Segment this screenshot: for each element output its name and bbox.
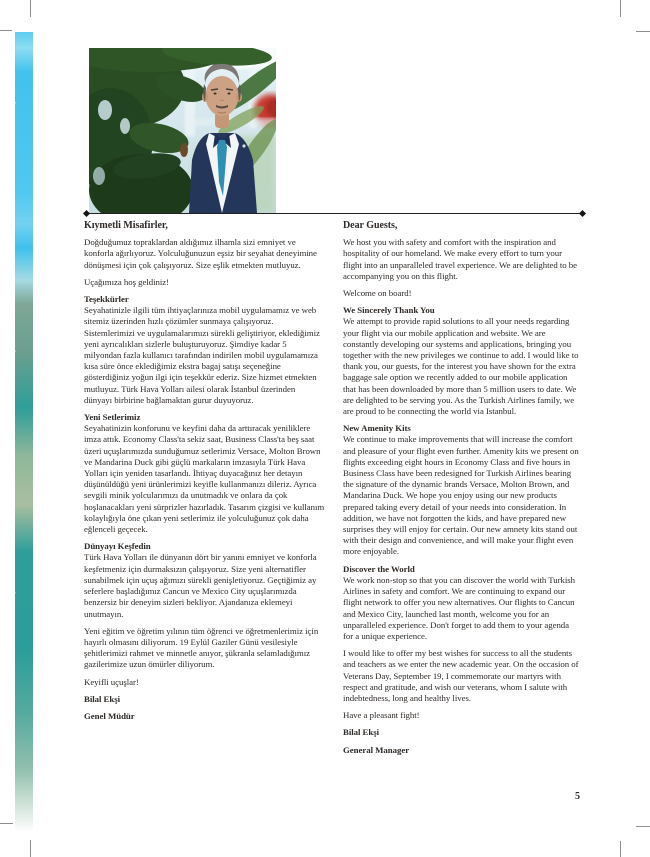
- paragraph: Yeni eğitim ve öğretim yılının tüm öğrenci ve öğretmenlerimiz için hayırlı olmasını diliyorum. 19 Eylül Gaziler Günü vesilesiyle şehitlerimizi rahmet ve minnetle anıyor, şükranla selamladığımız gazilerimize uzun ömürler diliyorum.: [84, 625, 319, 670]
- section-body: Seyahatinizle ilgili tüm ihtiyaçlarınıza mobil uygulamamız ve web sitemiz üzerinden hızlı çözümler sunmaya çalışıyoruz. Sistemlerimizi ve uygulamalarımızı sürekli geliştiriyor, eklediğimiz yeni ayrıcalıkları sizlerle buluşturuyoruz. Şimdiye kadar 5 milyondan fazla kullanıcı tarafından indirilen mobil uygulamamıza kısa süre önce eklediğimiz ekstra bagaj satışı seçeneğine gösterdiğiniz yoğun ilgi için teşekkür ederiz. Size hizmet etmekten mutluyuz. Türk Hava Yolları ailesi olarak İstanbul üzerinden dünyayı birbirine bağlamaktan gurur duyuyoruz.: [84, 305, 320, 405]
- section-body: We work non-stop so that you can discover the world with Turkish Airlines in safety and comfort. We are continuing to expand our flight network to offer you new alternatives. Our flights to Cancun and Mexico City, launched last month, welcome you for an unparalleled experience. Don't forget to add them to your agenda for a unique experience.: [343, 574, 576, 641]
- section-heading: New Amenity Kits: [343, 423, 411, 434]
- section-heading: Dünyayı Keşfedin: [84, 541, 151, 552]
- crop-mark-top-right-vertical: [620, 0, 621, 17]
- welcome-line: Welcome on board!: [343, 288, 412, 299]
- gm-portrait-photo: [89, 48, 276, 213]
- section-heading: Yeni Setlerimiz: [84, 412, 141, 423]
- section-we-sincerely-thank-you: [343, 305, 579, 417]
- crop-mark-top-right-horizontal: [636, 31, 650, 32]
- welcome-line: Uçağımıza hoş geldiniz!: [84, 276, 170, 287]
- english-column: [343, 220, 579, 762]
- section-discover-the-world: [343, 564, 579, 642]
- crop-mark-bottom-left-vertical: [30, 840, 31, 857]
- paragraph: Doğduğumuz topraklardan aldığımız ilhamla sizi emniyet ve konforla ağırlıyoruz. Yolculuğunuzun eşsiz bir seyahat deneyimine dönüşmesi için çok çalışıyoruz. Size eşlik etmekten mutluyuz.: [84, 237, 317, 270]
- section-yeni-setlerimiz: [84, 412, 325, 535]
- section-dunyayi-kesfedin: [84, 541, 325, 619]
- section-divider: [86, 213, 583, 214]
- salutation-turkish: Kıymetli Misafirler,: [84, 220, 168, 231]
- signature-name: Bilal Ekşi: [343, 727, 380, 738]
- signature-name: Bilal Ekşi: [84, 693, 121, 704]
- salutation-english: Dear Guests,: [343, 220, 398, 231]
- section-tesekkurler: [84, 294, 325, 406]
- crop-mark-top-left-vertical: [30, 0, 31, 17]
- crop-mark-bottom-right-horizontal: [636, 826, 650, 827]
- portrait-illustration: [89, 48, 276, 213]
- crop-mark-top-left-horizontal: [0, 30, 12, 31]
- signature-title: General Manager: [343, 744, 410, 755]
- signature-title: Genel Müdür: [84, 710, 135, 721]
- section-body: We continue to make improvements that will increase the comfort and pleasure of your flight even further. Amenity kits we present on flights exceeding eight hours in Economy Class and five hours in Business Class have been redesigned for Turkish Airlines bearing the signature of the dynamic brands Versace, Molton Brown, and Mandarina Duck. We hope you enjoy using our new products prepared taking every detail of your needs into consideration. In addition, we have not forgotten the kids, and have prepared new surprises they will enjoy for certain. Our new amnety kits stand out with their design and convenience, and will make your flight even more enjoyable.: [343, 434, 579, 557]
- crop-mark-bottom-right-vertical: [620, 841, 621, 857]
- paragraph: I would like to offer my best wishes for success to all the students and teachers as we enter the new academic year. On the occasion of Veterans Day, September 19, I commemorate our martyrs with respect and gratitude, and wish our veterans, whom I salute with indebtedness, long and healthy lives.: [343, 648, 579, 703]
- section-body: Türk Hava Yolları ile dünyanın dört bir yanını emniyet ve konforla keşfetmeniz için durmaksızın çalışıyoruz. Size yeni alternatifler sunabilmek için uçuş ağımızı sürekli genişletiyoruz. Geçtiğimiz ay seferlere başladığımız Cancun ve Mexico City uçuşlarımızda benzersiz bir deneyim sizleri bekliyor. Ajandanıza eklemeyi unutmayın.: [84, 552, 317, 619]
- crop-mark-bottom-left-horizontal: [0, 823, 13, 824]
- section-heading: Teşekkürler: [84, 294, 129, 305]
- cover-art-strip: [15, 32, 33, 832]
- page-number: 5: [575, 791, 580, 802]
- section-heading: Discover the World: [343, 563, 415, 574]
- section-body: Seyahatinizin konforunu ve keyfini daha da arttıracak yeniliklere imza attık. Economy Class'ta sekiz saat, Business Class'ta beş saat üzeri uçuşlarımızda sunduğumuz setlerimiz Versace, Molton Brown ve Mandarina Duck gibi güçlü markaların imzasıyla Türk Hava Yolları için yeniden tasarlandı. İhtiyaç duyacağınız her detayın düşünüldüğü yeni ürünlerimizi keyifle kullanmanızı dileriz. Ayrıca sevgili minik yolcularımızı da unutmadık ve onlara da çok hoşlanacakları yeni sürprizler hazırladık. Tasarım çizgisi ve kullanım kolaylığıyla öne çıkan yeni setlerimiz ile yolculuğunuz çok daha eğlenceli geçecek.: [84, 423, 325, 535]
- closing-line: Have a pleasant fight!: [343, 710, 420, 721]
- turkish-column: [84, 220, 325, 728]
- paragraph: We host you with safety and comfort with the inspiration and hospitality of our homeland. We make every effort to turn your flight into an unparalleled travel experience. We are delighted to be accompanying you on this flight.: [343, 237, 578, 281]
- closing-line: Keyifli uçuşlar!: [84, 676, 139, 687]
- section-heading: We Sincerely Thank You: [343, 305, 435, 316]
- section-new-amenity-kits: [343, 423, 579, 557]
- divider-diamond-right-icon: [579, 209, 586, 216]
- section-body: We attempt to provide rapid solutions to all your needs regarding your flight via our mobile application and website. We are constantly developing our systems and applications, bringing you together with the new privileges we continue to add. I would like to thank you, our guests, for the interest you have shown for the extra baggage sale option we recently added to our mobile application that has been downloaded by more than 5 million users to date. We are delighted to be serving you. As the Turkish Airlines family, we are proud to be connecting the world via Istanbul.: [343, 316, 579, 417]
